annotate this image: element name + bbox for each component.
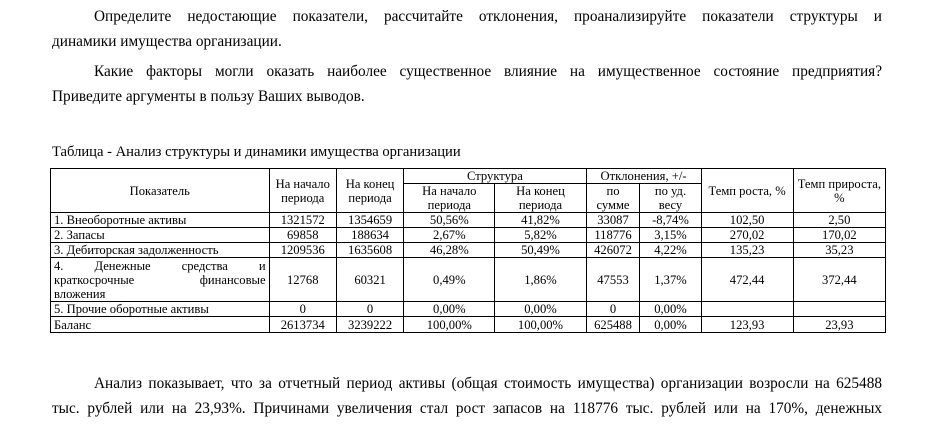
- table-row: [51, 213, 886, 228]
- cell-increase: 23,93: [793, 317, 885, 333]
- header-structure-start: На начало периода: [404, 184, 495, 213]
- header-structure-end: На конец периода: [495, 184, 586, 213]
- cell-end: 60321: [336, 258, 403, 302]
- row-label: 2. Запасы: [51, 228, 270, 243]
- cell-structure-end: 41,82%: [495, 213, 586, 228]
- task-paragraph-1-line-2: динамики имущества организации.: [52, 33, 282, 50]
- cell-deviation-weight: -8,74%: [640, 213, 701, 228]
- row-label: Баланс: [51, 317, 270, 333]
- cell-growth: 472,44: [701, 258, 793, 302]
- cell-increase: 372,44: [793, 258, 885, 302]
- row-label: 5. Прочие оборотные активы: [51, 302, 270, 317]
- cell-start: 12768: [269, 258, 336, 302]
- row-label: 1. Внеоборотные активы: [51, 213, 270, 228]
- task-paragraph-2: [52, 59, 882, 109]
- assets-analysis-table: [50, 168, 886, 333]
- cell-start: 2613734: [269, 317, 336, 333]
- cell-increase: 35,23: [793, 243, 885, 258]
- cell-increase: [793, 302, 885, 317]
- cell-increase: 170,02: [793, 228, 885, 243]
- cell-structure-start: 2,67%: [404, 228, 495, 243]
- cell-growth: [701, 302, 793, 317]
- cell-end: 188634: [336, 228, 403, 243]
- row-label-line: вложения: [54, 286, 106, 301]
- task-paragraph-1: [52, 4, 882, 54]
- cell-growth: 135,23: [701, 243, 793, 258]
- cell-deviation-weight: 0,00%: [640, 317, 701, 333]
- cell-deviation-sum: 625488: [586, 317, 640, 333]
- cell-structure-start: 50,56%: [404, 213, 495, 228]
- header-increase: Темп прироста, %: [793, 169, 885, 213]
- cell-structure-end: 0,00%: [495, 302, 586, 317]
- header-start: На начало периода: [269, 169, 336, 213]
- cell-deviation-weight: 3,15%: [640, 228, 701, 243]
- header-deviation-sum: по сумме: [586, 184, 640, 213]
- cell-end: 0: [336, 302, 403, 317]
- cell-structure-end: 100,00%: [495, 317, 586, 333]
- cell-growth: 102,50: [701, 213, 793, 228]
- cell-structure-end: 50,49%: [495, 243, 586, 258]
- row-label-line: краткосрочные финансовые: [54, 272, 266, 287]
- cell-deviation-weight: 1,37%: [640, 258, 701, 302]
- table-row: [51, 243, 886, 258]
- cell-deviation-sum: 118776: [586, 228, 640, 243]
- cell-start: 0: [269, 302, 336, 317]
- table-row: [51, 228, 886, 243]
- table-caption: Таблица - Анализ структуры и динамики имущества организации: [52, 144, 461, 160]
- cell-start: 69858: [269, 228, 336, 243]
- task-paragraph-1-line-1: Определите недостающие показатели, рассчитайте отклонения, проанализируйте показатели структуры и: [94, 8, 882, 25]
- cell-deviation-sum: 0: [586, 302, 640, 317]
- cell-deviation-weight: 4,22%: [640, 243, 701, 258]
- cell-structure-start: 0,49%: [404, 258, 495, 302]
- task-paragraph-2-line-1: Какие факторы могли оказать наиболее существенное влияние на имущественное состояние предприятия?: [94, 63, 882, 80]
- analysis-line-2: тыс. рублей или на 23,93%. Причинами увеличения стал рост запасов на 118776 тыс. рублей или на 170%, денежных: [52, 400, 882, 417]
- cell-deviation-sum: 47553: [586, 258, 640, 302]
- cell-increase: 2,50: [793, 213, 885, 228]
- cell-deviation-sum: 33087: [586, 213, 640, 228]
- row-label-cash: [51, 258, 270, 302]
- cell-structure-end: 5,82%: [495, 228, 586, 243]
- analysis-line-1: Анализ показывает, что за отчетный период активы (общая стоимость имущества) организации возросли на 625488: [94, 375, 882, 392]
- row-label-line: 4. Денежные средства и: [54, 258, 266, 273]
- header-deviation-weight: по уд. весу: [640, 184, 701, 213]
- analysis-paragraph: [52, 371, 882, 421]
- table-row-total: [51, 317, 886, 333]
- cell-start: 1209536: [269, 243, 336, 258]
- cell-deviation-weight: 0,00%: [640, 302, 701, 317]
- header-end: На конец периода: [336, 169, 403, 213]
- cell-end: 3239222: [336, 317, 403, 333]
- header-indicator: Показатель: [51, 169, 270, 213]
- table-row: [51, 302, 886, 317]
- header-structure: Структура: [404, 169, 586, 184]
- header-deviations: Отклонения, +/-: [586, 169, 701, 184]
- cell-start: 1321572: [269, 213, 336, 228]
- cell-end: 1354659: [336, 213, 403, 228]
- cell-structure-start: 46,28%: [404, 243, 495, 258]
- header-growth: Темп роста, %: [701, 169, 793, 213]
- cell-deviation-sum: 426072: [586, 243, 640, 258]
- task-paragraph-2-line-2: Приведите аргументы в пользу Ваших выводов.: [52, 88, 365, 105]
- row-label: 3. Дебиторская задолженность: [51, 243, 270, 258]
- table-row: [51, 258, 886, 302]
- cell-growth: 123,93: [701, 317, 793, 333]
- cell-growth: 270,02: [701, 228, 793, 243]
- cell-end: 1635608: [336, 243, 403, 258]
- cell-structure-start: 100,00%: [404, 317, 495, 333]
- cell-structure-end: 1,86%: [495, 258, 586, 302]
- cell-structure-start: 0,00%: [404, 302, 495, 317]
